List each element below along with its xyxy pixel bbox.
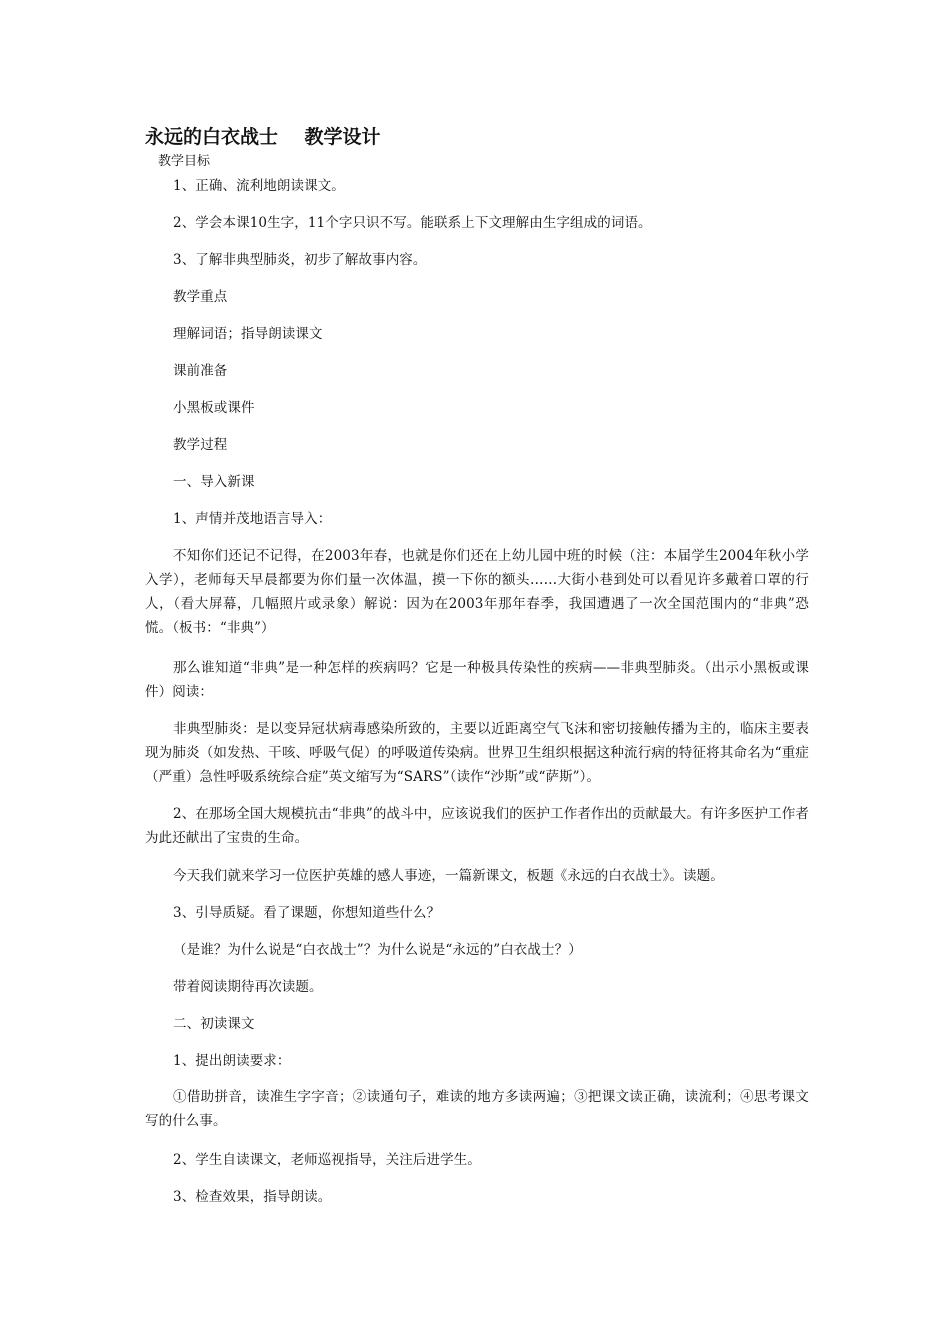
paragraph: 教学过程 [173,437,228,453]
paragraph: 2、学会本课10生字，11个字只识不写。能联系上下文理解由生字组成的词语。 [173,215,652,231]
paragraph: 1、声情并茂地语言导入： [173,511,332,527]
paragraph: 1、提出朗读要求： [173,1053,291,1069]
paragraph: 带着阅读期待再次读题。 [173,979,323,995]
paragraph: 2、学生自读课文，老师巡视指导，关注后进学生。 [173,1152,481,1168]
paragraph: 2、在那场全国大规模抗击“非典”的战斗中，应该说我们的医护工作者作出的贡献最大。有许多医护工作者为此还献出了宝贵的生命。 [145,806,809,846]
paragraph: 理解词语；指导朗读课文 [173,326,323,342]
page-title: 永远的白衣战士 教学设计 [145,126,381,148]
paragraph: 二、初读课文 [173,1016,255,1032]
paragraph: （是谁？为什么说是“白衣战士”？为什么说是“永远的”白衣战士？） [173,942,582,958]
section-heading-objectives: 教学目标 [158,154,211,169]
paragraph: 1、正确、流利地朗读课文。 [173,178,345,194]
paragraph: 不知你们还记不记得，在2003年春，也就是你们还在上幼儿园中班的时候（注：本届学生2004年秋小学入学），老师每天早晨都要为你们量一次体温，摸一下你的额头……大街小巷到处可以看见许多戴着口罩的行人，（看大屏幕，几幅照片或录象）解说：因为在2003年那年春季，我国遭遇了一次全国范围内的“非典”恐慌。（板书：“非典”） [145,548,809,636]
paragraph: 一、导入新课 [173,474,255,490]
paragraph: 非典型肺炎：是以变异冠状病毒感染所致的，主要以近距离空气飞沫和密切接触传播为主的，临床主要表现为肺炎（如发热、干咳、呼吸气促）的呼吸道传染病。世界卫生组织根据这种流行病的特征将其命名为“重症（严重）急性呼吸系统综合症”英文缩写为“SARS”（读作“沙斯”或“萨斯”）。 [145,721,809,785]
paragraph: 教学重点 [173,289,228,305]
paragraph: 3、了解非典型肺炎，初步了解故事内容。 [173,252,427,268]
paragraph: 那么谁知道“非典”是一种怎样的疾病吗？它是一种极具传染性的疾病——非典型肺炎。（出示小黑板或课件）阅读： [145,660,809,700]
paragraph: 3、检查效果，指导朗读。 [173,1189,332,1205]
paragraph: ①借助拼音，读准生字字音；②读通句子，难读的地方多读两遍；③把课文读正确，读流利；④思考课文写的什么事。 [145,1089,809,1129]
paragraph: 小黑板或课件 [173,400,255,416]
paragraph: 今天我们就来学习一位医护英雄的感人事迹，一篇新课文，板题《永远的白衣战士》。读题。 [173,868,724,884]
paragraph: 课前准备 [173,363,228,379]
paragraph: 3、引导质疑。看了课题，你想知道些什么？ [173,905,441,921]
